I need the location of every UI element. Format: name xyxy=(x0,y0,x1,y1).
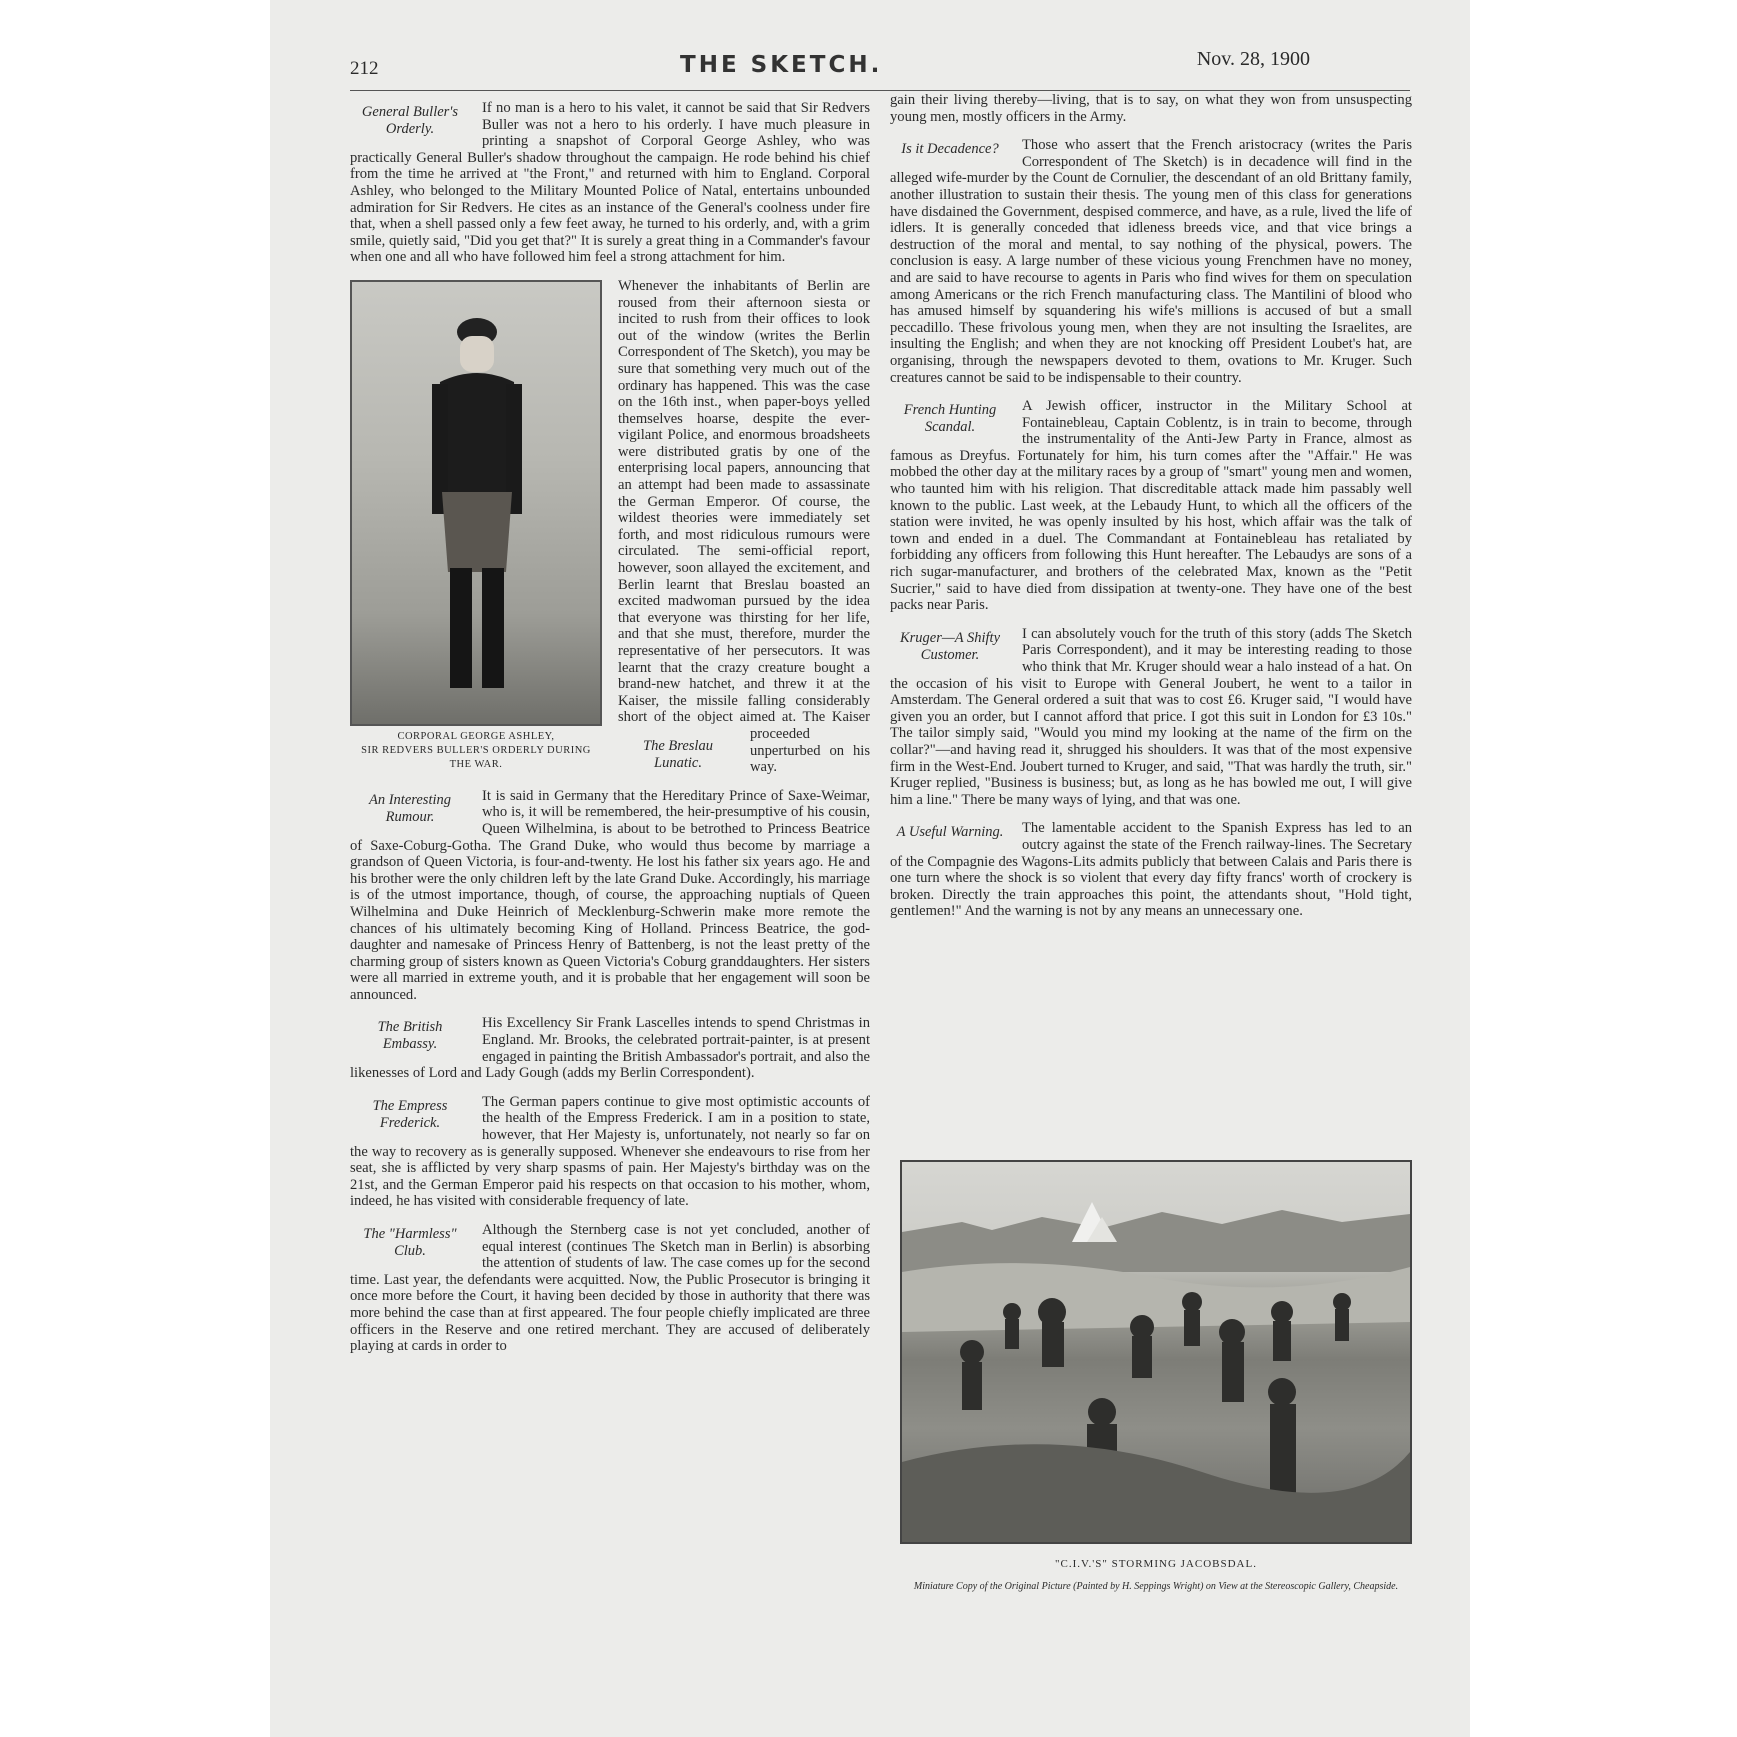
illustration-subcaption: Miniature Copy of the Original Picture (Painted by H. Seppings Wright) on View at the Stereoscopic Gallery, Cheapside. xyxy=(913,1581,1399,1592)
illustration-caption: "C.I.V.'S" STORMING JACOBSDAL. xyxy=(1055,1558,1257,1570)
page-number: 212 xyxy=(350,58,379,79)
side-heading: An Interesting Rumour. xyxy=(368,791,451,825)
soldier-figure xyxy=(422,302,532,702)
article-text: If no man is a hero to his valet, it cannot be said that Sir Redvers Buller was not a hero to his orderly. I have much pleasure in printing a snapshot of Corporal George Ashley, who was practically General Buller's shadow throughout the campaign. He rode behind his chief from the time he arrived at "the Front," and returned with him to England. Corporal Ashley, who belonged to the Military Mounted Police of Natal, entertains unbounded admiration for Sir Redvers. He cites as an instance of the General's coolness under fire that, when a shell passed only a few feet away, he turned to his orderly, and, with a grim smile, quietly said, "Did you get that?" It is surely a great thing in a Commander's favour when one and all who have followed him feel a strong attachment for him. xyxy=(350,100,870,266)
article-text: Those who assert that the French aristocracy (writes the Paris Correspondent of The Sketch) is in decadence will find in the alleged wife-murder by the Count de Cornulier, the descendant of an old Brittany family, another illustration to sustain their thesis. The young men of this class for generations have disdained the Government, despised commerce, and have, as a rule, lived the life of idlers. It is generally conceded that idleness breeds vice, and that vice brings a destruction of the moral and mental, to say nothing of the physical, powers. The conclusion is easy. A large number of these vicious young Frenchmen have no money, and are said to have recourse to agents in Paris who find wives for them on speculation among Americans or the rich French manufacturing class. The Mantilini of blood who has amused himself by squandering his wife's millions is accused of but a small peccadillo. These frivolous young men, when they are not insulting the Israelites, are insulting the English; and when they are not knocking off President Loubet's hat, are organising, through the newspapers devoted to them, ovations to Mr. Kruger. Such creatures cannot be said to be indispensable to their country. xyxy=(890,137,1412,386)
photo-caption xyxy=(350,730,602,772)
side-heading: French Hunting Scandal. xyxy=(903,402,997,436)
issue-date: Nov. 28, 1900 xyxy=(1196,48,1310,70)
article-text: His Excellency Sir Frank Lascelles intends to spend Christmas in England. Mr. Brooks, the celebrated portrait-painter, is at present engaged in painting the British Ambassador's portrait, and also the likenesses of Lord and Lady Gough (adds my Berlin Correspondent). xyxy=(350,1015,870,1082)
article-text: The lamentable accident to the Spanish Express has led to an outcry against the state of the French railway-lines. The Secretary of the Compagnie des Wagons-Lits admits publicly that between Calais and Paris there is one turn where the shock is so violent that every day fifty francs' worth of crockery is broken. Directly the train approaches this point, the attendants shout, "Hold tight, gentlemen!" And the warning is not by any means an unnecessary one. xyxy=(890,820,1412,920)
header-rule xyxy=(350,90,1410,91)
caption-name: CORPORAL GEORGE ASHLEY, xyxy=(397,730,555,742)
side-heading: The Empress Frederick. xyxy=(372,1097,448,1131)
article-text: Whenever the inhabitants of Berlin are roused from their afternoon siesta or incited to rush from their offices to look out of the window (writes the Berlin Correspondent of The Sketch), you may be sure that something very much out of the ordinary has happened. This was the case on the 16th inst., when paper-boys yelled themselves hoarse, despite the ever-vigilant Police, and enormous broadsheets were distributed gratis by one of the enterprising local papers, announcing that an attempt had been made to assassinate the German Emperor. Of course, the wildest theories were immediately set forth, and most ridiculous rumours were circulated. The semi-official report, however, soon allayed the excitement, and Berlin learnt that Breslau boasted an excited madwoman pursued by the idea that everyone was thirsting for her life, and that she must, therefore, murder the representative of her persecutors. It was learnt that the crazy creature bought a brand-new hatchet, and threw it at the Kaiser, the missile falling considerably short of the object aimed at. The Kaiser proceeded unperturbed on his way. xyxy=(618,277,870,776)
article xyxy=(350,1222,870,1355)
portrait-photo xyxy=(350,280,602,726)
article-text: It is said in Germany that the Hereditary Prince of Saxe-Weimar, who is, it will be remembered, the heir-presumptive of his cousin, Queen Wilhelmina, is about to be betrothed to Princess Beatrice of Saxe-Coburg-Gotha. The Grand Duke, who would thus become by marriage a grandson of Queen Victoria, is four-and-twenty. He lost his father six years ago. He and his brother were the only children left by the late Grand Duke. Accordingly, his marriage is of the utmost importance, though, of course, the approaching nuptials of Queen Wilhelmina and Duke Heinrich of Mecklenburg-Schwerin make more remote the chances of his ultimately becoming King of Holland. Princess Beatrice, the god-daughter and namesake of Princess Henry of Battenberg, is not the least pretty of the charming group of sisters known as Queen Victoria's Coburg granddaughters. Her sisters were all married in extreme youth, and it is probable that her engagement will soon be announced. xyxy=(350,787,870,1003)
left-column xyxy=(350,100,870,1367)
article-continuation xyxy=(890,92,1412,125)
battle-scene-drawing xyxy=(902,1162,1410,1542)
side-heading: Is it Decadence? xyxy=(901,141,999,158)
page-header xyxy=(350,48,1350,88)
article xyxy=(890,820,1412,920)
article xyxy=(890,137,1412,386)
battle-illustration xyxy=(900,1160,1412,1544)
article xyxy=(350,100,870,266)
side-heading: The British Embassy. xyxy=(377,1019,443,1053)
side-heading: General Buller's Orderly. xyxy=(361,104,459,137)
article-text: The German papers continue to give most optimistic accounts of the health of the Empress Frederick. I am in a position to state, however, that Her Majesty is, unfortunately, not nearly so far on the way to recovery as is generally supposed. Whenever she endeavours to rise from her seat, she is afflicted by very sharp spasms of pain. Her Majesty's birthday was on the 21st, and the German Emperor paid his respects on that occasion to his mother, whom, indeed, he has visited with considerable frequency of late. xyxy=(350,1093,870,1210)
side-heading: The Breslau Lunatic. xyxy=(643,737,713,771)
side-heading: A Useful Warning. xyxy=(896,824,1004,841)
newspaper-page xyxy=(270,0,1470,1737)
caption-description: SIR REDVERS BULLER'S ORDERLY DURING THE WAR. xyxy=(361,744,591,770)
article xyxy=(350,788,870,1004)
article xyxy=(890,626,1412,809)
right-column xyxy=(890,92,1412,932)
article xyxy=(350,1015,870,1081)
article xyxy=(890,398,1412,614)
masthead: THE SKETCH. xyxy=(680,52,883,78)
article-text: gain their living thereby—living, that is to say, on what they won from unsuspecting young men, mostly officers in the Army. xyxy=(890,92,1412,125)
article-text: Although the Sternberg case is not yet concluded, another of equal interest (continues The Sketch man in Berlin) is absorbing the attention of students of law. The case comes up for the second time. Last year, the defendants were acquitted. Now, the Public Prosecutor is bringing it once more before the Court, it having been decided by those in authority that there was more behind the case than at first appeared. The four people chiefly implicated are three officers in the Reserve and one retired merchant. They are accused of deliberately playing at cards in order to xyxy=(350,1222,870,1355)
article xyxy=(350,1094,870,1210)
side-heading: The "Harmless" Club. xyxy=(363,1226,457,1259)
article-text: A Jewish officer, instructor in the Military School at Fontainebleau, Captain Coblentz, is in train to become, through the instrumentality of the Anti-Jew Party in France, almost as famous as Dreyfus. Fortunately for him, his turn comes after the "Affair." He was mobbed the other day at the military races by a group of "smart" young men and women, who taunted him with his religion. That discreditable attack made him passably well known to the public. Last week, at the Lebaudy Hunt, to which all the officers of the station were invited, he was openly insulted by his host, which affair was the talk of town and ended in a duel. The Commandant at Fontainebleau has retaliated by forbidding any officers from following this Hunt hereafter. The Lebaudys are sons of a rich sugar-manufacturer, and brothers of the celebrated Max, known as the "Petit Sucrier," said to have died from dissipation at twenty-one. They have one of the best packs near Paris. xyxy=(890,398,1412,614)
article-text: I can absolutely vouch for the truth of this story (adds The Sketch Paris Correspondent), and it may be interesting reading to those who think that Mr. Kruger should wear a halo instead of a hat. On the occasion of his visit to Europe with General Joubert, he went to a tailor in Amsterdam. The General ordered a suit that was to cost £6. Kruger said, "I would have given you an order, but I cannot afford that price. I got this suit in London for £3 10s." The tailor simply said, "Would you mind my looking at the name of the firm on the collar?"—and having read it, shrugged his shoulders. It was that of the most expensive firm in the West-End. Joubert turned to Kruger, and said, "That was hardly the truth, sir." Kruger replied, "Business is business; but, as long as he has bowled me out, I will give him a line." There be many ways of lying, and that was one. xyxy=(890,625,1412,808)
side-heading: Kruger—A Shifty Customer. xyxy=(899,629,1001,663)
